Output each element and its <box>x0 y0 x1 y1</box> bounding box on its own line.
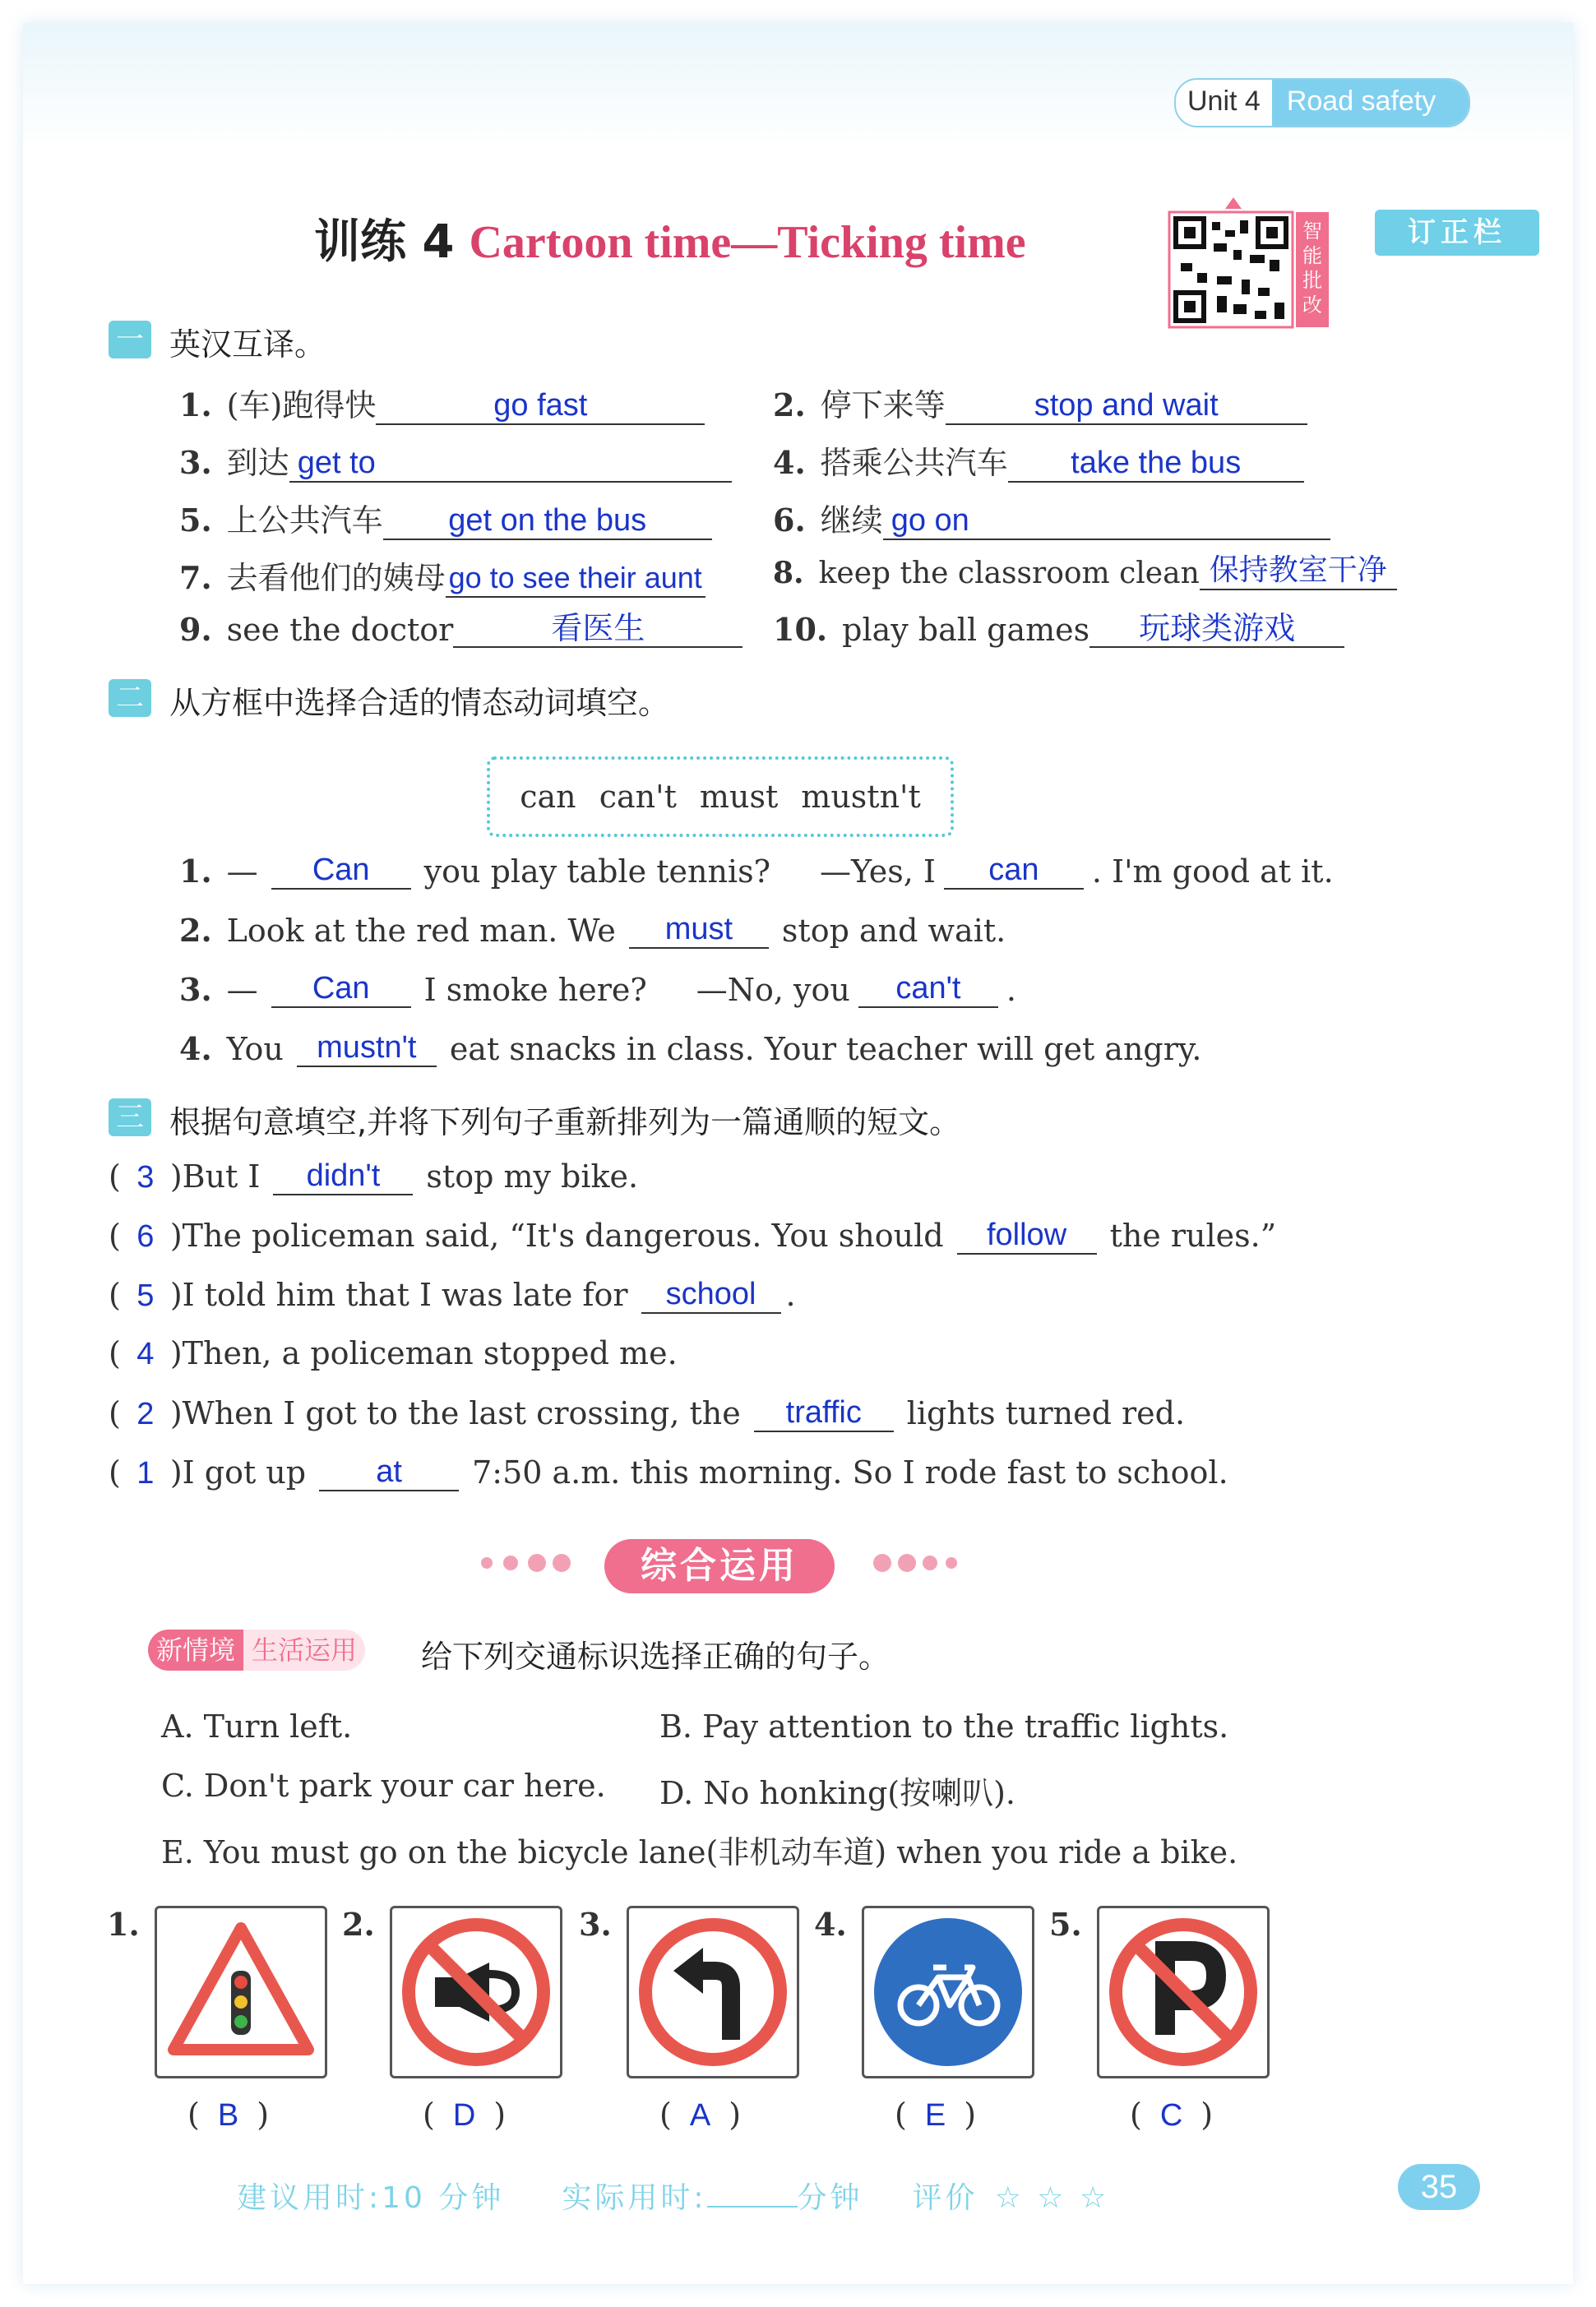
s2-question-4: 4. You mustn't eat snacks in class. Your teacher will get angry. <box>179 1030 1202 1067</box>
s1-answer-9[interactable]: 看医生 <box>453 610 742 648</box>
no-honking-sign-icon <box>392 1908 560 2076</box>
s2-question-3: 3. — Can I smoke here? —No, you can't . <box>179 971 1016 1008</box>
s3-sentence-1: ( 3 )But I didn't stop my bike. <box>109 1158 639 1195</box>
s3-sentence-4: ( 4 )Then, a policeman stopped me. <box>109 1335 678 1371</box>
s1-answer-8[interactable]: 保持教室干净 <box>1200 552 1397 590</box>
sign-number-1: 1. <box>107 1906 140 1943</box>
s3-blank-6[interactable]: at <box>319 1454 459 1491</box>
sign-number-4: 4. <box>814 1906 847 1943</box>
s2-question-2: 2. Look at the red man. We must stop and wait. <box>179 912 1006 949</box>
rating-stars[interactable]: ☆ ☆ ☆ <box>994 2181 1110 2215</box>
s2-q3-blank-2[interactable]: can't <box>858 970 998 1008</box>
s1-item-6: 6. 继续 go on <box>773 495 1330 540</box>
page-title <box>314 206 1026 271</box>
turn-left-sign-icon <box>629 1908 797 2076</box>
section-4-title: 给下列交通标识选择正确的句子。 <box>421 1639 891 1675</box>
s3-order-3[interactable]: 5 <box>136 1278 155 1313</box>
s2-question-1: 1. — Can you play table tennis? —Yes, I can . I'm good at it. <box>179 853 1334 890</box>
suggested-time: 建议用时:10 分钟 <box>237 2181 505 2215</box>
banner-dot <box>873 1554 891 1572</box>
s3-sentence-5: ( 2 )When I got to the last crossing, the traffic lights turned red. <box>109 1395 1186 1431</box>
sign-4-answer: ( E ) <box>895 2097 977 2133</box>
comprehensive-banner: 综合运用 <box>604 1539 835 1593</box>
banner-dot <box>946 1557 957 1569</box>
unit-label: Unit 4 <box>1187 86 1261 117</box>
s1-item-9: 9. see the doctor 看医生 <box>179 610 742 648</box>
qr-code[interactable] <box>1168 197 1332 329</box>
qr-side-text: 智能批改 <box>1302 220 1322 317</box>
s1-answer-2[interactable]: stop and wait <box>946 387 1307 425</box>
option-e: E. You must go on the bicycle lane(非机动车道) when you ride a bike. <box>161 1834 1238 1870</box>
unit-topic: Road safety <box>1272 80 1469 126</box>
actual-time-label: 实际用时: <box>562 2181 707 2215</box>
s2-q1-blank-2[interactable]: can <box>944 852 1084 890</box>
s2-q3-blank-1[interactable]: Can <box>271 970 411 1008</box>
section-3-title: 根据句意填空,并将下列句子重新排列为一篇通顺的短文。 <box>169 1104 961 1140</box>
banner-dot <box>503 1556 518 1570</box>
option-d: D. No honking(按喇叭). <box>659 1775 1016 1811</box>
s1-answer-7[interactable]: go to see their aunt <box>446 560 705 598</box>
sign-number-5: 5. <box>1049 1906 1082 1943</box>
option-c: C. Don't park your car here. <box>161 1768 606 1804</box>
sign-5-answer: ( C ) <box>1130 2097 1214 2133</box>
banner-dot <box>528 1554 546 1572</box>
traffic-light-warning-sign-icon <box>157 1908 325 2076</box>
s1-answer-1[interactable]: go fast <box>376 387 705 425</box>
unit-tag <box>1174 78 1470 127</box>
s1-answer-5[interactable]: get on the bus <box>383 502 712 540</box>
banner-dot <box>898 1554 916 1572</box>
s1-item-8: 8. keep the classroom clean 保持教室干净 <box>773 552 1397 590</box>
banner-dot <box>923 1556 937 1570</box>
sign-2 <box>390 1906 562 2078</box>
new-context-tag: 新情境 生活运用 <box>148 1630 365 1671</box>
s3-order-4[interactable]: 4 <box>136 1337 155 1371</box>
s3-blank-2[interactable]: follow <box>957 1217 1097 1255</box>
s2-q2-blank[interactable]: must <box>629 911 769 949</box>
actual-time-unit: 分钟 <box>797 2181 863 2215</box>
s3-blank-3[interactable]: school <box>641 1276 781 1314</box>
s3-sentence-6: ( 1 )I got up at 7:50 a.m. this morning. So I rode fast to school. <box>109 1454 1228 1491</box>
sign-1-answer: ( B ) <box>187 2097 270 2133</box>
bicycle-lane-sign-icon <box>864 1908 1032 2076</box>
correction-column-label: 订正栏 <box>1375 210 1539 256</box>
s2-q4-blank[interactable]: mustn't <box>297 1029 437 1067</box>
sign-3-answer: ( A ) <box>659 2097 742 2133</box>
s3-order-5[interactable]: 2 <box>136 1397 155 1431</box>
sign-5 <box>1097 1906 1270 2078</box>
option-b: B. Pay attention to the traffic lights. <box>659 1708 1229 1745</box>
s3-order-6[interactable]: 1 <box>136 1456 155 1491</box>
s1-answer-3[interactable]: get to <box>289 445 732 483</box>
sign-3 <box>627 1906 799 2078</box>
sign-2-answer: ( D ) <box>423 2097 507 2133</box>
s1-item-7: 7. 去看他们的姨母 go to see their aunt <box>179 552 705 598</box>
s1-item-1: 1. (车)跑得快 go fast <box>179 380 705 425</box>
s3-sentence-3: ( 5 )I told him that I was late for school . <box>109 1277 796 1313</box>
option-a: A. Turn left. <box>161 1708 353 1745</box>
s2-q1-blank-1[interactable]: Can <box>271 852 411 890</box>
actual-time-field[interactable] <box>707 2206 798 2208</box>
s1-answer-6[interactable]: go on <box>883 502 1330 540</box>
s1-answer-4[interactable]: take the bus <box>1008 445 1304 483</box>
s1-item-4: 4. 搭乘公共汽车 take the bus <box>773 437 1304 483</box>
sign-1 <box>155 1906 327 2078</box>
rating-label: 评价 <box>912 2181 978 2215</box>
footer-timing <box>237 2175 1109 2217</box>
section-3-number: 三 <box>109 1098 151 1136</box>
s3-blank-5[interactable]: traffic <box>754 1394 894 1432</box>
banner-dot <box>553 1554 571 1572</box>
s1-item-2: 2. 停下来等 stop and wait <box>773 380 1307 425</box>
s1-item-3: 3. 到达 get to <box>179 437 732 483</box>
s3-sentence-2: ( 6 )The policeman said, “It's dangerous. You should follow the rules.” <box>109 1218 1277 1254</box>
s1-item-10: 10. play ball games 玩球类游戏 <box>773 610 1344 648</box>
s3-order-2[interactable]: 6 <box>136 1219 155 1254</box>
section-2-title: 从方框中选择合适的情态动词填空。 <box>169 685 670 721</box>
s3-blank-1[interactable]: didn't <box>273 1158 413 1195</box>
s1-answer-10[interactable]: 玩球类游戏 <box>1089 610 1344 648</box>
s3-order-1[interactable]: 3 <box>136 1160 155 1195</box>
banner-dot <box>481 1557 493 1569</box>
no-parking-sign-icon <box>1099 1908 1267 2076</box>
s1-item-5: 5. 上公共汽车 get on the bus <box>179 495 712 540</box>
section-1-title: 英汉互译。 <box>169 326 326 363</box>
word-box: can can't must mustn't <box>487 756 954 837</box>
sign-number-2: 2. <box>342 1906 375 1943</box>
page-number: 35 <box>1398 2164 1480 2210</box>
sign-number-3: 3. <box>579 1906 612 1943</box>
section-2-number: 二 <box>109 679 151 717</box>
sign-4 <box>862 1906 1034 2078</box>
title-en: Cartoon time—Ticking time <box>469 217 1026 268</box>
section-1-number: 一 <box>109 321 151 358</box>
title-cn: 训练 4 <box>314 215 455 269</box>
